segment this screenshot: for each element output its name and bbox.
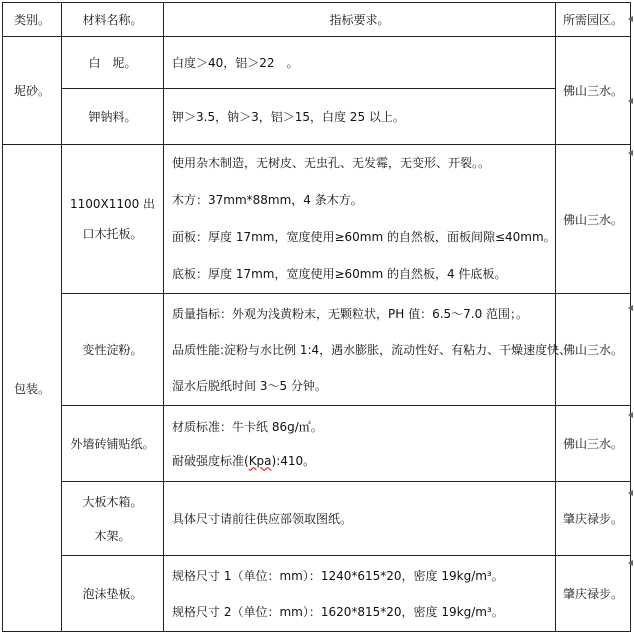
requirement-cell (164, 482, 556, 556)
row-end-mark-icon (628, 150, 633, 156)
requirement-line: 白度＞40，铝＞22 。 (172, 56, 299, 70)
requirement-line: 品质性能:淀粉与水比例 1:4，遇水膨胀，流动性好、有粘力、干燥速度快、 (172, 342, 572, 357)
spellcheck-underlined-word: Kpa (248, 453, 272, 468)
requirement-cell (164, 145, 556, 294)
table-row (3, 89, 631, 145)
requirement-line: 钾＞3.5，钠＞3，铝＞15，白度 25 以上。 (172, 110, 405, 124)
header-material: 材料名称。 (62, 3, 164, 37)
park-cell: 肇庆禄步。 (556, 482, 631, 556)
row-end-mark-icon (628, 560, 633, 566)
table-row (3, 406, 631, 482)
requirement-cell (164, 406, 556, 482)
park-cell: 佛山三水。 (556, 294, 631, 406)
category-cell-clay: 坭砂。 (3, 37, 62, 145)
requirement-line: 质量指标：外观为浅黄粉末，无颗粒状，PH 值：6.5～7.0 范围；。 (172, 306, 529, 321)
table-row (3, 145, 631, 294)
requirement-cell (164, 37, 556, 89)
park-cell: 佛山三水。 (556, 145, 631, 294)
requirement-line: 木方：37mm*88mm，4 条木方。 (172, 193, 363, 207)
requirements-table (2, 2, 631, 632)
requirement-line: 底板：厚度 17mm，宽度使用≥60mm 的自然板，4 件底板。 (172, 267, 507, 281)
requirement-line: 面板：厚度 17mm，宽度使用≥60mm 的自然板，面板间隙≤40mm。 (172, 230, 556, 244)
requirement-line: 规格尺寸 1（单位：mm）：1240*615*20，密度 19kg/m³。 (172, 568, 504, 583)
row-end-mark-icon (628, 412, 633, 418)
requirement-text: 耐破强度标准( (172, 453, 249, 468)
material-cell: 外墙砖铺贴纸。 (62, 406, 164, 482)
requirement-line (172, 444, 555, 478)
material-cell (62, 145, 164, 294)
header-row (3, 3, 631, 37)
header-park: 所需园区。 (556, 3, 631, 37)
requirement-cell (164, 556, 556, 632)
material-line: 1100X1100 出 (69, 197, 156, 211)
park-cell: 佛山三水。 (556, 37, 631, 145)
park-cell: 佛山三水。 (556, 406, 631, 482)
material-cell: 钾钠料。 (62, 89, 164, 145)
park-cell: 肇庆禄步。 (556, 556, 631, 632)
header-requirement: 指标要求。 (164, 3, 556, 37)
requirement-line: 使用杂木制造，无树皮、无虫孔、无发霉，无变形、开裂。。 (172, 156, 491, 170)
requirement-cell (164, 294, 572, 406)
header-category: 类别。 (3, 3, 62, 37)
material-cell (62, 482, 164, 556)
material-cell: 变性淀粉。 (62, 294, 164, 406)
row-end-mark-icon (628, 305, 633, 311)
table-row (3, 294, 631, 406)
material-line: 口木托板。 (82, 227, 143, 241)
row-end-mark-icon (628, 98, 633, 104)
requirement-text: ):410。 (271, 453, 316, 468)
table-row (3, 37, 631, 89)
requirement-line: 材质标准：牛卡纸 86g/㎡。 (172, 419, 323, 434)
material-line: 大板木箱。 (82, 494, 143, 509)
requirement-line: 湿水后脱纸时间 3～5 分钟。 (172, 378, 327, 393)
category-cell-packaging: 包装。 (3, 145, 62, 632)
material-cell: 白 坭。 (62, 37, 164, 89)
row-end-mark-icon (628, 16, 633, 22)
requirement-line: 具体尺寸请前往供应部领取图纸。 (172, 512, 353, 526)
table-row (3, 556, 631, 632)
requirement-line: 规格尺寸 2（单位：mm）：1620*815*20，密度 19kg/m³。 (172, 604, 504, 619)
material-cell: 泡沫垫板。 (62, 556, 164, 632)
material-line: 木架。 (94, 528, 131, 543)
table-row (3, 482, 631, 556)
row-end-mark-icon (628, 490, 633, 496)
requirement-cell (164, 89, 556, 145)
